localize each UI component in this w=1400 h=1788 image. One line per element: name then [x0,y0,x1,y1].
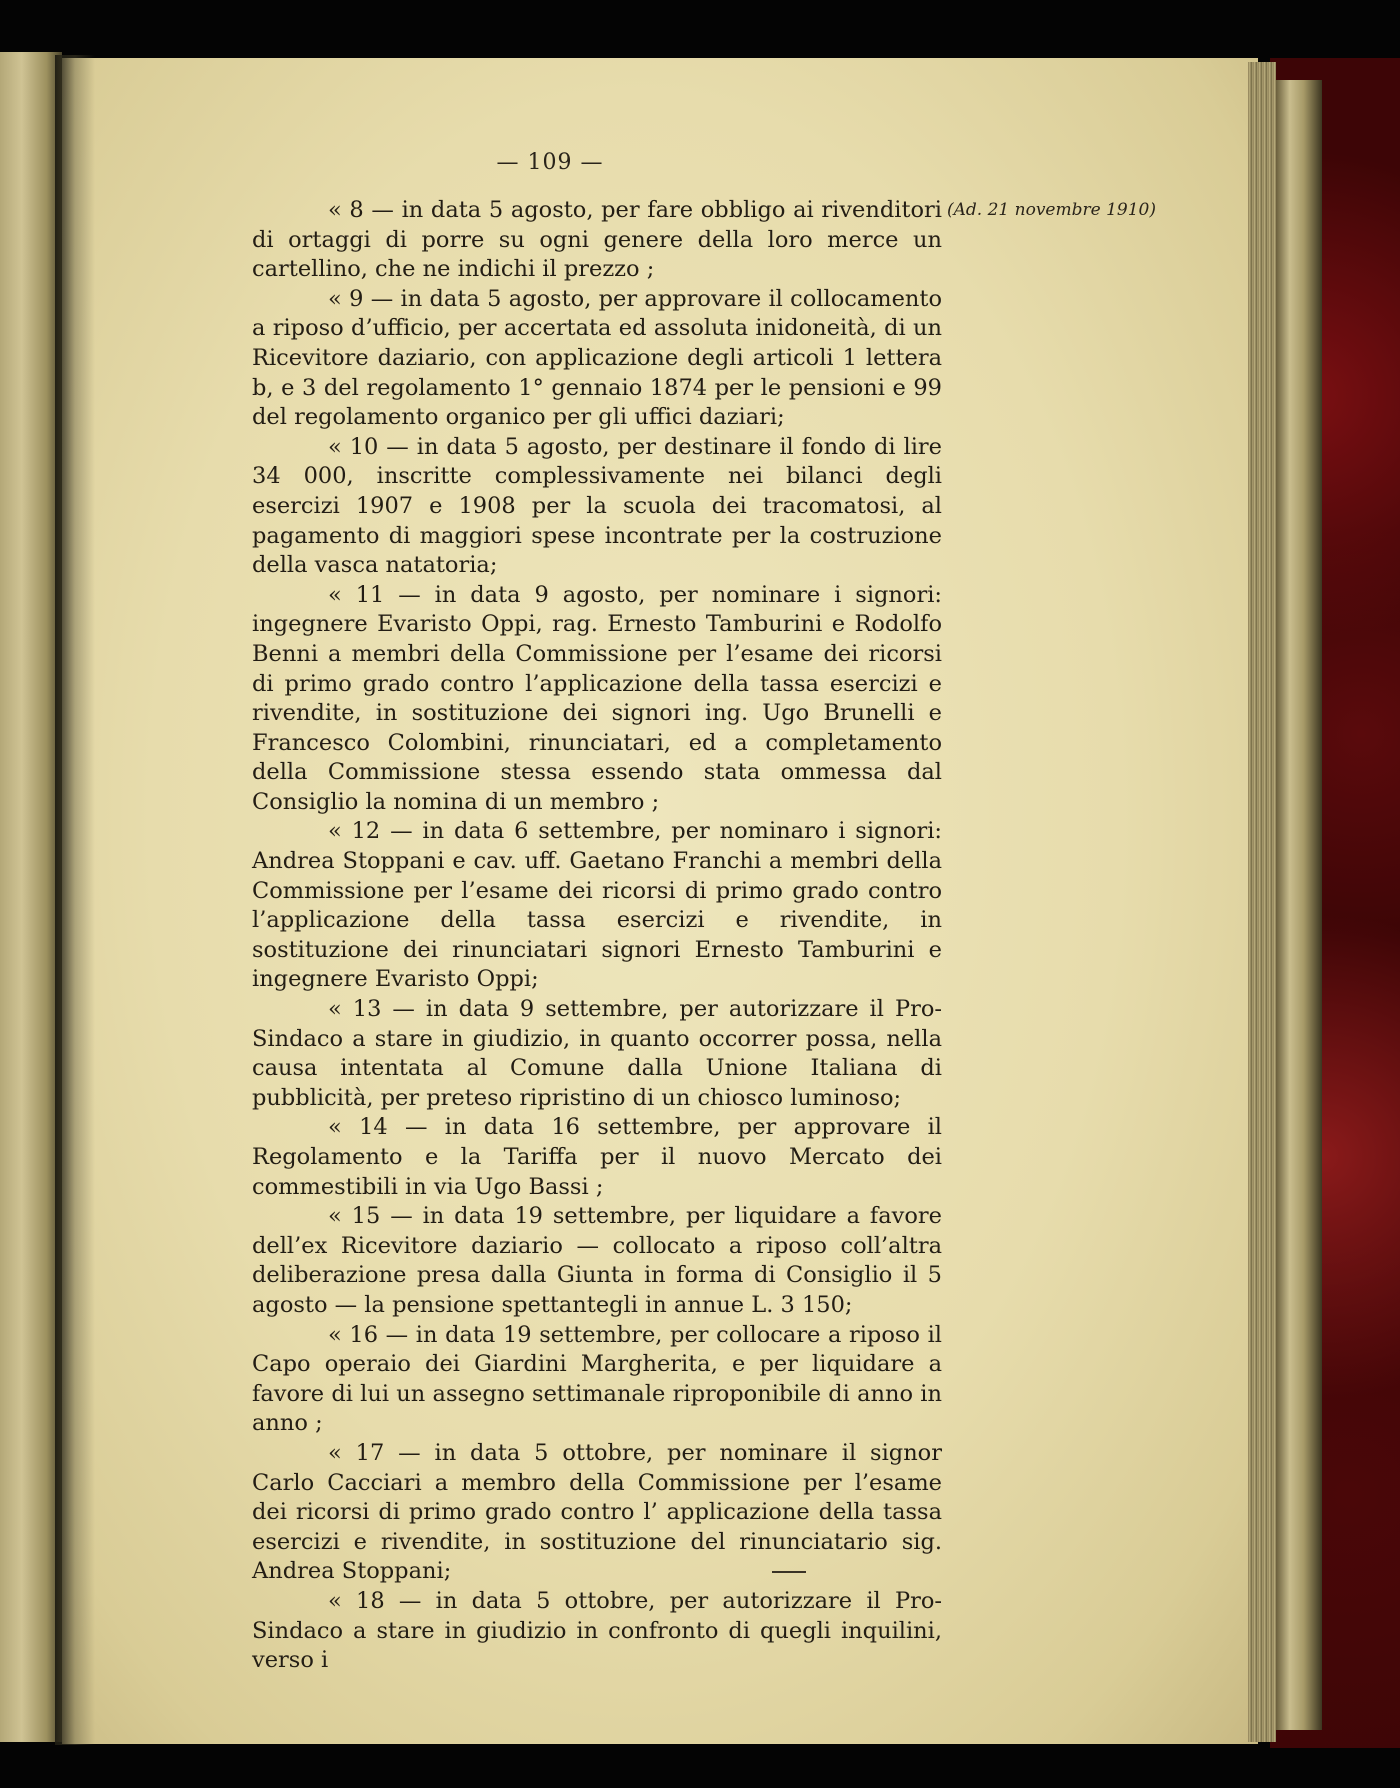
paragraph-11: « 11 — in data 9 agosto, per nominare i signori: ingegnere Evaristo Oppi, rag. Ernesto Tamburini e Rodolfo Benni a membri della Commissione per l’esame dei ricorsi di primo grado contro l’applicazione della tassa esercizi e rivendite, in sostituzione dei signori ing. Ugo Brunelli e Francesco Colombini, rinunciatari, ed a completamento della Commissione stessa essendo stata ommessa dal Consiglio la nomina di un membro ; [252,581,942,815]
paragraph-15: « 15 — in data 19 settembre, per liquidare a favore dell’ex Ricevitore daziario — collocato a riposo coll’altra deliberazione presa dalla Giunta in forma di Consiglio il 5 agosto — la pensione spettantegli in annue L. 3 150; [252,1203,942,1318]
margin-note: (Ad. 21 novembre 1910) [947,200,1156,220]
body-text [252,196,942,1676]
paragraph-17: « 17 — in data 5 ottobre, per nominare il signor Carlo Cacciari a membro della Commissione per l’esame dei ricorsi di primo grado contro l’ applicazione della tassa esercizi e rivendite, in sostituzione del rinunciatario sig. Andrea Stoppani; [252,1439,942,1585]
paragraph-13: « 13 — in data 9 settembre, per autorizzare il Pro-Sindaco a stare in giudizio, in quanto occorrer possa, nella causa intentata al Comune dalla Unione Italiana di pubblicità, per preteso ripristino di un chiosco luminoso; [252,996,942,1111]
paragraph-10: « 10 — in data 5 agosto, per destinare il fondo di lire 34 000, inscritte complessivamente nei bilanci degli esercizi 1907 e 1908 per la scuola dei tracomatosi, al pagamento di maggiori spese incontrate per la costruzione della vasca natatoria; [252,433,942,579]
paragraph-14: « 14 — in data 16 settembre, per approvare il Regolamento e la Tariffa per il nuovo Mercato dei commestibili in via Ugo Bassi ; [252,1114,942,1200]
paragraph-12: « 12 — in data 6 settembre, per nominaro i signori: Andrea Stoppani e cav. uff. Gaetano Franchi a membri della Commissione per l’esame dei ricorsi di primo grado contro l’applicazione della tassa esercizi e rivendite, in sostituzione dei rinunciatari signori Ernesto Tamburini e ingegnere Evaristo Oppi; [252,818,942,993]
cover-page-block [1276,80,1322,1730]
page-number: — 109 — [496,150,604,175]
paragraph-16: « 16 — in data 19 settembre, per collocare a riposo il Capo operaio dei Giardini Margherita, e per liquidare a favore di lui un assegno settimanale riproponibile di anno in anno ; [252,1321,942,1437]
paragraph-8: « 8 — in data 5 agosto, per fare obbligo ai rivenditori di ortaggi di porre su ogni genere della loro merce un cartellino, che ne indichi il prezzo ; [252,197,942,283]
paragraph-9: « 9 — in data 5 agosto, per approvare il collocamento a riposo d’ufficio, per accertata ed assoluta inidoneità, di un Ricevitore daziario, con applicazione degli articoli 1 lettera b, e 3 del regolamento 1° gennaio 1874 per le pensioni e 99 del regolamento organico per gli uffici daziari; [252,285,942,431]
catchword-mark [772,1571,806,1573]
paragraph-18: « 18 — in data 5 ottobre, per autorizzare il Pro-Sindaco a stare in giudizio in confronto di quegli inquilini, verso i [252,1587,942,1674]
page-edges [1248,62,1276,1742]
left-facing-page [0,52,62,1742]
page-gutter-shadow [55,55,95,1745]
